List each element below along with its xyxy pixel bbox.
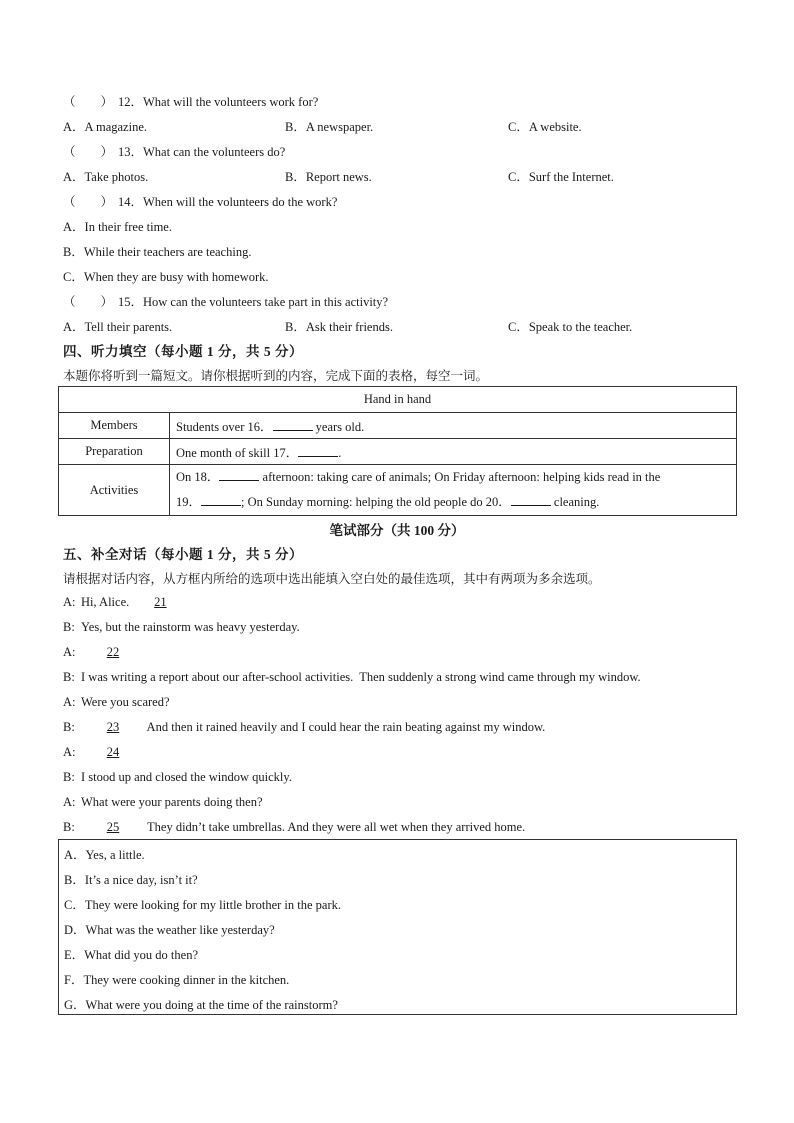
dialogue-line — [63, 645, 141, 660]
choice-g: G．What were you doing at the time of the rainstorm? — [64, 998, 338, 1012]
blank-19[interactable] — [201, 494, 241, 506]
row-content: Students over 16． years old. — [170, 413, 737, 439]
dialogue-line — [63, 620, 300, 635]
dialogue-line — [63, 670, 641, 685]
answer-blank-23[interactable]: 23 — [106, 720, 120, 734]
option-c: C．When they are busy with homework. — [63, 270, 269, 284]
answer-paren: （ ） — [63, 295, 114, 309]
dialogue-text: Yes, but the rainstorm was heavy yesterday. — [81, 620, 300, 634]
option-b: B．A newspaper. — [285, 120, 374, 134]
table-row — [59, 413, 737, 439]
answer-paren: （ ） — [63, 195, 114, 209]
blank-17[interactable] — [298, 445, 338, 457]
choice-f: F．They were cooking dinner in the kitchen. — [64, 973, 290, 987]
option-b: B．While their teachers are teaching. — [63, 245, 252, 259]
row-label: Preparation — [59, 439, 170, 465]
speaker: A: — [63, 645, 76, 659]
speaker: B: — [63, 720, 75, 734]
option-b: B．Report news. — [285, 170, 372, 184]
section4-instruction: 本题你将听到一篇短文。请你根据听到的内容，完成下面的表格，每空一词。 — [63, 369, 489, 383]
speaker: A: — [63, 695, 76, 709]
question-stem: 15．How can the volunteers take part in this activity? — [118, 295, 389, 309]
dialogue-text: I was writing a report about our after-school activities. Then suddenly a strong wind came through my window. — [81, 670, 641, 684]
dialogue-text: I stood up and closed the window quickly. — [81, 770, 292, 784]
row-content: One month of skill 17． . — [170, 439, 737, 465]
question-12 — [63, 92, 318, 110]
dialogue-text: What were your parents doing then? — [81, 795, 263, 809]
section5-heading: 五、补全对话（每小题 1 分，共 5 分） — [63, 547, 303, 562]
table-row — [59, 439, 737, 465]
answer-paren: （ ） — [63, 145, 114, 159]
dialogue-line — [63, 820, 525, 835]
speaker: A: — [63, 595, 76, 609]
answer-blank-21[interactable]: 21 — [154, 595, 167, 609]
choices-box — [58, 839, 737, 1015]
dialogue-line — [63, 770, 292, 785]
speaker: A: — [63, 745, 76, 759]
question-15 — [63, 292, 388, 310]
speaker: B: — [63, 620, 75, 634]
dialogue-text: Were you scared? — [81, 695, 170, 709]
answer-blank-22[interactable]: 22 — [106, 645, 120, 659]
option-c: C．Surf the Internet. — [508, 170, 614, 184]
question-stem: 14．When will the volunteers do the work? — [118, 195, 338, 209]
option-a: A．A magazine. — [63, 120, 148, 134]
dialogue-text: They didn’t take umbrellas. And they were all wet when they arrived home. — [141, 820, 526, 834]
choice-c: C．They were looking for my little brother in the park. — [64, 898, 342, 912]
choice-a: A．Yes, a little. — [64, 848, 145, 862]
speaker: B: — [63, 670, 75, 684]
dialogue-text: And then it rained heavily and I could hear the rain beating against my window. — [141, 720, 546, 734]
speaker: B: — [63, 770, 75, 784]
option-c: C．A website. — [508, 120, 582, 134]
section5-instruction: 请根据对话内容，从方框内所给的选项中选出能填入空白处的最佳选项，其中有两项为多余选项。 — [63, 572, 601, 586]
row-label: Activities — [59, 465, 170, 516]
written-part-title: 笔试部分（共 100 分） — [329, 523, 465, 538]
blank-16[interactable] — [273, 419, 313, 431]
answer-paren: （ ） — [63, 95, 114, 109]
dialogue-line — [63, 720, 545, 735]
speaker: B: — [63, 820, 75, 834]
dialogue-line — [63, 695, 170, 710]
option-c: C．Speak to the teacher. — [508, 320, 633, 334]
option-b: B．Ask their friends. — [285, 320, 393, 334]
table-row — [59, 465, 737, 516]
answer-blank-25[interactable]: 25 — [106, 820, 120, 834]
answer-blank-24[interactable]: 24 — [106, 745, 120, 759]
blank-18[interactable] — [219, 469, 259, 481]
question-stem: 13．What can the volunteers do? — [118, 145, 286, 159]
dialogue-line — [63, 795, 263, 810]
question-13 — [63, 142, 285, 160]
row-content: On 18． afternoon: taking care of animals; On Friday afternoon: helping kids read in the 19． ; On Sunday morning: helping the old people do 20． cleaning. — [170, 465, 737, 516]
option-a: A．Tell their parents. — [63, 320, 173, 334]
dialogue-line — [63, 595, 188, 610]
dialogue-text: Hi, Alice. — [81, 595, 133, 609]
row-label: Members — [59, 413, 170, 439]
speaker: A: — [63, 795, 76, 809]
hand-in-hand-table — [58, 386, 737, 516]
table-title: Hand in hand — [59, 387, 737, 413]
dialogue-line — [63, 745, 141, 760]
option-a: A．Take photos. — [63, 170, 149, 184]
choice-e: E．What did you do then? — [64, 948, 198, 962]
choice-b: B．It’s a nice day, isn’t it? — [64, 873, 198, 887]
option-a: A．In their free time. — [63, 220, 172, 234]
question-14 — [63, 192, 337, 210]
blank-20[interactable] — [511, 494, 551, 506]
question-stem: 12．What will the volunteers work for? — [118, 95, 319, 109]
section4-heading: 四、听力填空（每小题 1 分，共 5 分） — [63, 344, 303, 359]
choice-d: D．What was the weather like yesterday? — [64, 923, 275, 937]
